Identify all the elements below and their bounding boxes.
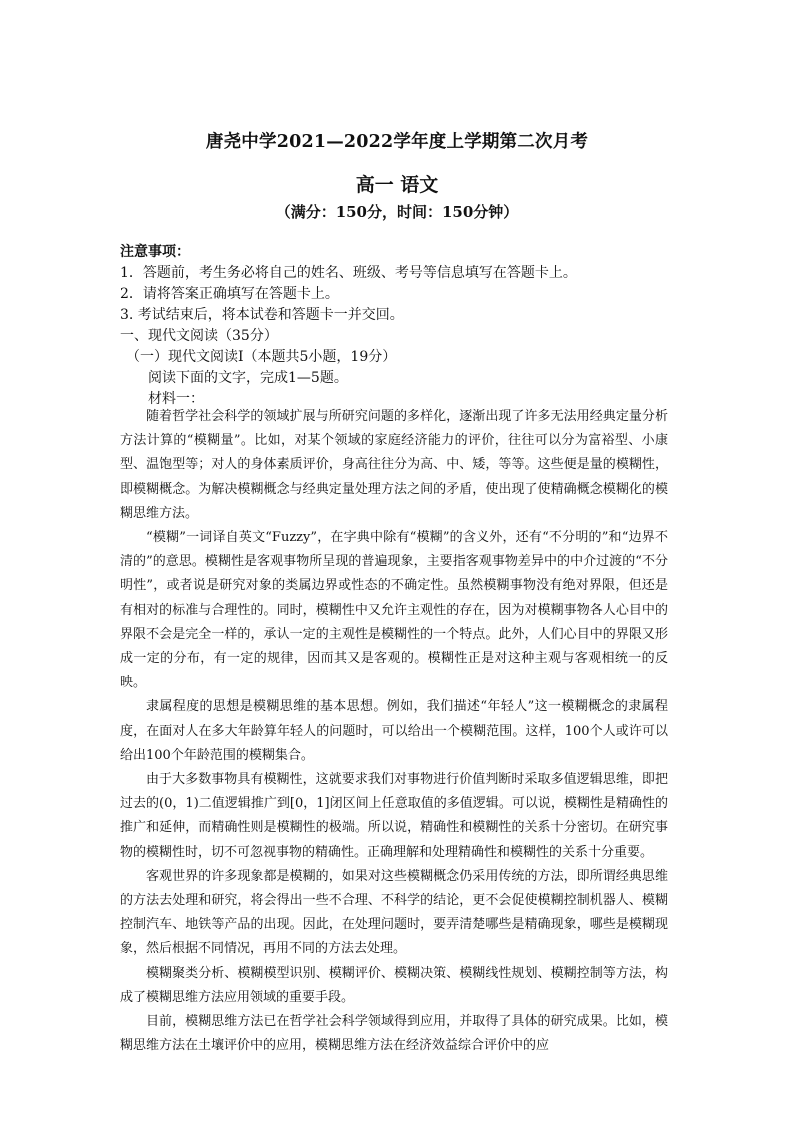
score-time: （满分：150分，时间：150分钟）	[275, 203, 519, 221]
passage-paragraph-3: 隶属程度的思想是模糊思维的基本思想。例如，我们描述“年轻人”这一模糊概念的隶属程度，在面对人在多大年龄算年轻人的问题时，可以给出一个模糊范围。这样，100个人或许可以给出100个年龄范围的模糊集合。	[120, 699, 668, 763]
note-item-2: 2．请将答案正确填写在答题卡上。	[120, 286, 339, 302]
section-title: 一、现代文阅读（35分）	[120, 328, 278, 344]
instruction: 阅读下面的文字，完成1—5题。	[148, 370, 348, 386]
passage	[120, 405, 668, 1058]
material-label: 材料一：	[148, 391, 204, 407]
subject-title: 高一 语文	[355, 174, 439, 196]
passage-paragraph-1: 随着哲学社会科学的领域扩展与所研究问题的多样化，逐渐出现了许多无法用经典定量分析方法计算的“模糊量”。比如，对某个领域的家庭经济能力的评价，往往可以分为富裕型、小康型、温饱型等；对人的身体素质评价，身高往往分为高、中、矮，等等。这些便是量的模糊性，即模糊概念。为解决模糊概念与经典定量处理方法之间的矛盾，使出现了使精确概念模糊化的模糊思维方法。	[120, 409, 668, 521]
exam-title: 唐尧中学2021—2022学年度上学期第二次月考	[205, 132, 589, 152]
sub-section-title: （一）现代文阅读Ⅰ（本题共5小题，19分）	[126, 349, 397, 365]
notes-heading: 注意事项：	[120, 244, 190, 260]
note-item-3: 3. 考试结束后，将本试卷和答题卡一并交回。	[120, 307, 404, 323]
note-item-1: 1．答题前，考生务必将自己的姓名、班级、考号等信息填写在答题卡上。	[120, 265, 577, 281]
passage-paragraph-2: “模糊”一词译自英文“Fuzzy”，在字典中除有“模糊”的含义外，还有“不分明的”和“边界不清的”的意思。模糊性是客观事物所呈现的普遍现象，主要指客观事物差异中的中介过渡的“不分明性”，或者说是研究对象的类属边界或性态的不确定性。虽然模糊事物没有绝对界限，但还是有相对的标准与合理性的。同时，模糊性中又允许主观性的存在，因为对模糊事物各人心目中的界限不会是完全一样的，承认一定的主观性是模糊性的一个特点。此外，人们心目中的界限又形成一定的分布，有一定的规律，因而其又是客观的。模糊性正是对这种主观与客观相统一的反映。	[120, 530, 668, 691]
passage-paragraph-5: 客观世界的许多现象都是模糊的，如果对这些模糊概念仍采用传统的方法，即所谓经典思维的方法去处理和研究，将会得出一些不合理、不科学的结论，更不会促使模糊控制机器人、模糊控制汽车、地铁等产品的出现。因此，在处理问题时，要弄清楚哪些是精确现象，哪些是模糊现象，然后根据不同情况，再用不同的方法去处理。	[120, 868, 668, 957]
passage-paragraph-7: 目前，模糊思维方法已在哲学社会科学领域得到应用，并取得了具体的研究成果。比如，模糊思维方法在土壤评价中的应用，模糊思维方法在经济效益综合评价中的应	[120, 1014, 668, 1054]
passage-paragraph-6: 模糊聚类分析、模糊模型识别、模糊评价、模糊决策、模糊线性规划、模糊控制等方法，构成了模糊思维方法应用领域的重要手段。	[120, 965, 668, 1005]
passage-paragraph-4: 由于大多数事物具有模糊性，这就要求我们对事物进行价值判断时采取多值逻辑思维，即把过去的(0，1)二值逻辑推广到[0，1]闭区间上任意取值的多值逻辑。可以说，模糊性是精确性的推广和延伸，而精确性则是模糊性的极端。所以说，精确性和模糊性的关系十分密切。在研究事物的模糊性时，切不可忽视事物的精确性。正确理解和处理精确性和模糊性的关系十分重要。	[120, 772, 668, 860]
